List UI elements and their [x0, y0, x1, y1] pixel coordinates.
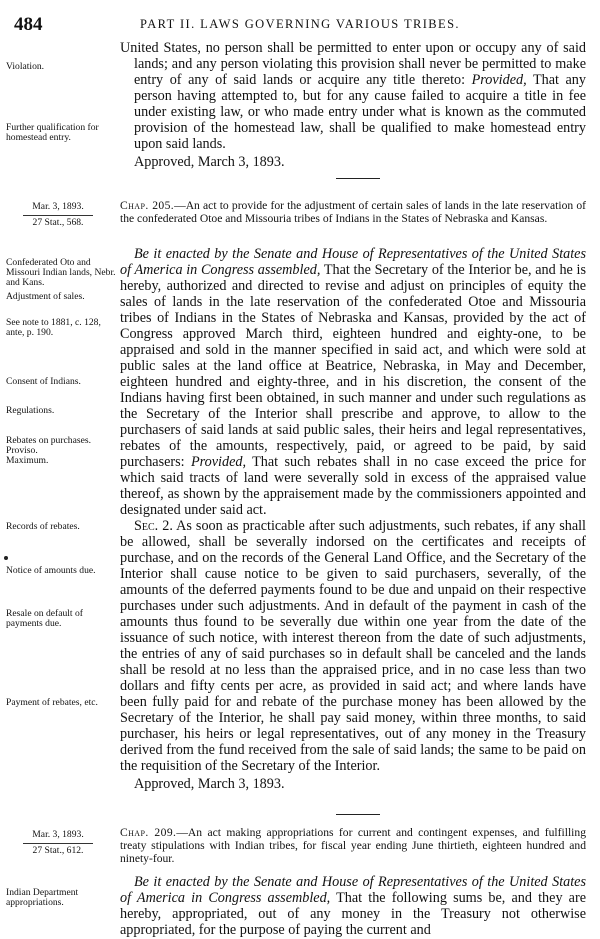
chap205-title: —An act to provide for the adjustment of certain sales of lands in the late reservation of the confederated Otoe and Missouria tribes of Indians in the States of Nebraska and Kansas. — [120, 199, 586, 225]
chap209-label: Chap. 209. — [120, 826, 177, 839]
margin-notice: Notice of amounts due. — [6, 565, 96, 576]
sec2-label: Sec. 2. — [134, 518, 173, 534]
continuation-paragraph — [120, 40, 586, 152]
margin-payment: Payment of rebates, etc. — [6, 697, 98, 708]
chap209-body — [120, 874, 586, 938]
page-header — [14, 14, 586, 36]
chap205-section2 — [120, 518, 586, 774]
section-continuation — [120, 40, 586, 170]
approved-line: Approved, March 3, 1893. — [134, 776, 285, 792]
chap205-section1 — [120, 246, 586, 518]
margin-records: Records of rebates. — [6, 521, 80, 532]
chap209-date: Mar. 3, 1893. — [32, 829, 84, 840]
margin-rebates — [6, 436, 118, 466]
sec1-text-b: That such rebates shall in no case exceed the price for which said tracts of land were severally sold in excess of the appraised value thereof, as shown by the appraisement made by the commissioners appointed and designated under said act. — [120, 454, 586, 518]
margin-confederated: Confederated Oto and Missouri Indian lands, Nebr. and Kans. — [6, 257, 116, 288]
margin-resale: Resale on default of payments due. — [6, 608, 83, 629]
enacting-clause: Be it enacted by the Senate and House of Representatives of the United States of America in Congress assembled, — [120, 246, 586, 278]
approved-line: Approved, March 3, 1893. — [134, 154, 285, 170]
section-divider — [336, 178, 380, 179]
margin-adjustment: Adjustment of sales. — [6, 291, 85, 302]
margin-proviso: Proviso. — [6, 445, 38, 456]
margin-appropriations: Indian Department appropriations. — [6, 887, 79, 908]
running-head: PART II. LAWS GOVERNING VARIOUS TRIBES. — [140, 17, 460, 31]
chap205-date: Mar. 3, 1893. — [32, 201, 84, 212]
sec2-text: As soon as practicable after such adjustments, such rebates, if any shall be allowed, shall be severally indorsed on the certificates and receipts of purchase, and on the records of the General Land Office, and the Secretary of the Interior shall cause notice to be given to said purchasers, severally, of the amounts of the deferred payments found to be due and unpaid on their respective purchases under such adjustments. And in default of the payment in cash of the amounts thus found to be severally due within one year from the date of the issuance of such notice, with interest thereon from the date of such adjustments, the entries of any of said purchases so in default shall be canceled and the lands shall be resold at no less than the appraised price, and in no case less than two dollars and fifty cents per acre, as provided in said act; and where lands have been fully paid for and rebate of the purchase money has been allowed by the Secretary of the Interior, he shall pay said money, within three months, to said purchaser, his heirs or legal representatives, out of any money in the Treasury derived from the fund received from the sale of said lands; the same to be paid on the requisition of the Secretary of the Interior. — [120, 518, 586, 774]
sec1-text-a: That the Secretary of the Interior be, and he is hereby, authorized and directed to revise and adjust on principles of equity the sales of lands in the late reservation of the confederated Otoe and Missouria tribes of Indians in the States of Nebraska and Kansas, provided by the act of Congress approved March third, eighteen hundred and eighty-one, to be appraised and sold in the manner specified in said act, and which were sold at public sales at the land office at Beatrice, Nebraska, in May and December, eighteen hundred and eighty-three, and in his discretion, the consent of the Indians having first been obtained, in such manner and under such regulations as the Secretary of the Interior shall prescribe and approve, to allow to the purchasers of said lands at said public sales, their heirs and legal representatives, rebates of the amounts, respectively, paid, or agreed to be paid, by said purchasers: — [120, 262, 586, 470]
chap205-stat: 27 Stat., 568. — [32, 217, 84, 228]
chap205-label: Chap. 205. — [120, 199, 175, 212]
chap209-paragraph — [120, 874, 586, 938]
continuation-text-b: That any person having attempted to, but for any cause failed to acquire a title in fee under existing law, or who made entry under what is known as the commuted provision of the homestead law, shall be qualified to make homestead entry upon said lands. — [134, 72, 586, 152]
margin-chap209-citation — [6, 830, 110, 856]
enacting-clause: Be it enacted by the Senate and House of Representatives of the United States of America in Congress assembled, — [120, 874, 586, 906]
sec1-proviso: Provided, — [190, 454, 247, 470]
chap209-title: —An act making appropriations for current and contingent expenses, and fulfilling treaty stipulations with Indian tribes, for fiscal year ending June thirtieth, eighteen hundred and ninety-four. — [120, 826, 586, 865]
chap205-heading — [120, 199, 586, 225]
proviso-word: Provided, — [471, 72, 527, 88]
margin-chap205-citation — [6, 202, 110, 228]
margin-rebates-label: Rebates on purchases. — [6, 435, 91, 446]
citation-rule — [23, 215, 93, 216]
chap209-text: That the following sums be, and they are hereby, appropriated, out of any money in the Treasury not otherwise appropriated, for the purpose of paying the current and — [120, 890, 587, 938]
margin-note-violation: Violation. — [6, 61, 45, 72]
chap209-stat: 27 Stat., 612. — [32, 845, 84, 856]
chap209-heading — [120, 826, 586, 865]
margin-regulations: Regulations. — [6, 405, 55, 416]
margin-consent: Consent of Indians. — [6, 376, 81, 387]
margin-bullet — [4, 556, 8, 560]
continuation-text-a: United States, no person shall be permitted to enter upon or occupy any of said lands; and any person violating this provision shall never be permitted to make entry of any of said lands or acquire any title thereto: — [120, 40, 586, 88]
citation-rule — [23, 843, 93, 844]
page-number: 484 — [14, 14, 43, 35]
margin-maximum: Maximum. — [6, 455, 49, 466]
margin-seenote: See note to 1881, c. 128, ante, p. 190. — [6, 317, 101, 338]
margin-note-qualification: Further qualification for homestead entry. — [6, 122, 99, 143]
chap205-body — [120, 246, 586, 792]
section-divider — [336, 814, 380, 815]
